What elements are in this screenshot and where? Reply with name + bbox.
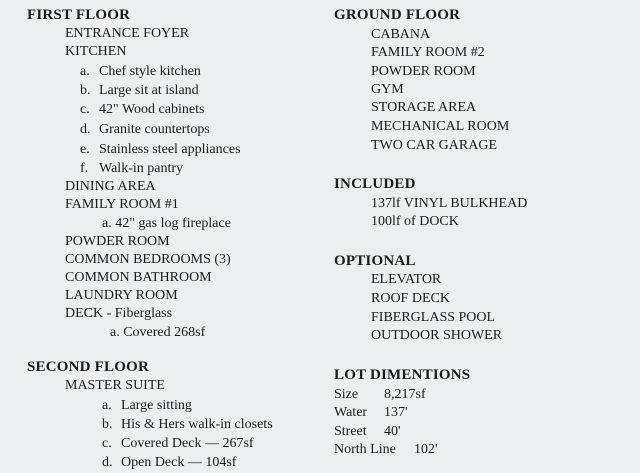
kitchen-sub-item: f. Walk-in pantry bbox=[80, 161, 184, 176]
kitchen-sub-item: e. Stainless steel appliances bbox=[80, 142, 241, 157]
entrance-foyer-item: ENTRANCE FOYER bbox=[65, 26, 190, 41]
common-bathroom-item: COMMON BATHROOM bbox=[65, 270, 212, 285]
kitchen-sub-item: c. 42" Wood cabinets bbox=[80, 102, 205, 117]
lot-size-value: 8,217sf bbox=[384, 387, 426, 402]
family-room-1-item: FAMILY ROOM #1 bbox=[65, 197, 179, 212]
included-item: 100lf of DOCK bbox=[371, 214, 459, 229]
dining-area-item: DINING AREA bbox=[65, 179, 156, 194]
lot-street-label: Street bbox=[334, 424, 367, 439]
lot-north-line-value: 102' bbox=[414, 442, 438, 457]
powder-room-item: POWDER ROOM bbox=[65, 234, 170, 249]
optional-item: ROOF DECK bbox=[371, 291, 450, 306]
ground-floor-item: CABANA bbox=[371, 27, 431, 42]
common-bedrooms-item: COMMON BEDROOMS (3) bbox=[65, 252, 231, 267]
lot-size-label: Size bbox=[334, 387, 359, 402]
master-suite-item: MASTER SUITE bbox=[65, 378, 165, 393]
lot-water-value: 137' bbox=[384, 405, 408, 420]
master-sub-item: a. Large sitting bbox=[102, 398, 192, 413]
fireplace-sub-item: a. 42" gas log fireplace bbox=[102, 216, 231, 231]
ground-floor-heading: GROUND FLOOR bbox=[334, 7, 461, 23]
kitchen-sub-item: d. Granite countertops bbox=[80, 122, 210, 137]
laundry-room-item: LAUNDRY ROOM bbox=[65, 288, 178, 303]
first-floor-heading: FIRST FLOOR bbox=[27, 7, 131, 23]
kitchen-sub-item: a. Chef style kitchen bbox=[80, 64, 201, 79]
optional-heading: OPTIONAL bbox=[334, 253, 416, 269]
optional-item: FIBERGLASS POOL bbox=[371, 310, 496, 325]
ground-floor-item: STORAGE AREA bbox=[371, 100, 477, 115]
master-sub-item: b. His & Hers walk-in closets bbox=[102, 417, 273, 432]
kitchen-sub-item: b. Large sit at island bbox=[80, 83, 199, 98]
deck-item: DECK - Fiberglass bbox=[65, 306, 173, 321]
master-sub-item: c. Covered Deck — 267sf bbox=[102, 436, 254, 451]
optional-item: ELEVATOR bbox=[371, 272, 442, 287]
included-heading: INCLUDED bbox=[334, 176, 416, 192]
second-floor-heading: SECOND FLOOR bbox=[27, 359, 149, 375]
lot-north-line-label: North Line bbox=[334, 442, 396, 457]
lot-water-label: Water bbox=[334, 405, 368, 420]
lot-dimentions-heading: LOT DIMENTIONS bbox=[334, 367, 471, 383]
included-item: 137lf VINYL BULKHEAD bbox=[371, 196, 528, 211]
ground-floor-item: GYM bbox=[371, 82, 404, 97]
optional-item: OUTDOOR SHOWER bbox=[371, 328, 503, 343]
lot-street-value: 40' bbox=[384, 424, 401, 439]
ground-floor-item: FAMILY ROOM #2 bbox=[371, 45, 485, 60]
master-sub-item: d. Open Deck — 104sf bbox=[102, 455, 237, 470]
kitchen-item: KITCHEN bbox=[65, 44, 127, 59]
ground-floor-item: MECHANICAL ROOM bbox=[371, 119, 510, 134]
ground-floor-item: TWO CAR GARAGE bbox=[371, 138, 497, 153]
deck-covered-sub-item: a. Covered 268sf bbox=[110, 325, 206, 340]
ground-floor-item: POWDER ROOM bbox=[371, 64, 476, 79]
